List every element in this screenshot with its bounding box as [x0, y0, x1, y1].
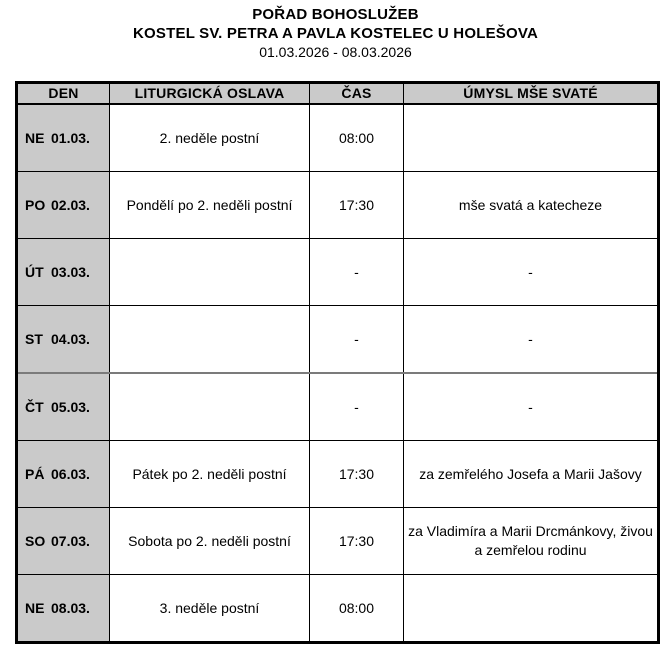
table-row	[17, 575, 659, 643]
time-cell: -	[310, 306, 404, 374]
time-cell: -	[310, 239, 404, 306]
day-abbr: NE	[25, 599, 45, 616]
table-row	[17, 508, 659, 575]
intention-cell: za zemřelého Josefa a Marii Jašovy	[404, 441, 659, 508]
schedule-table	[15, 81, 660, 644]
table-row	[17, 373, 659, 441]
day-date: 05.03.	[51, 398, 90, 415]
header-row	[17, 83, 659, 105]
celebration-cell	[110, 239, 310, 306]
time-cell: -	[310, 373, 404, 441]
table-row	[17, 441, 659, 508]
table-row	[17, 306, 659, 374]
day-cell	[17, 172, 110, 239]
day-date: 01.03.	[51, 129, 90, 146]
celebration-cell	[110, 306, 310, 374]
col-header-umysl-mse-svate: ÚMYSL MŠE SVATÉ	[404, 83, 659, 105]
intention-cell: za Vladimíra a Marii Drcmánkovy, živou a zemřelou rodinu	[404, 508, 659, 575]
day-abbr: SO	[25, 532, 46, 549]
time-cell: 17:30	[310, 508, 404, 575]
time-cell: 17:30	[310, 172, 404, 239]
time-cell: 08:00	[310, 104, 404, 172]
day-abbr: ČT	[25, 398, 44, 415]
table-body	[17, 104, 659, 643]
day-cell	[17, 373, 110, 441]
time-cell: 17:30	[310, 441, 404, 508]
celebration-cell: Sobota po 2. neděli postní	[110, 508, 310, 575]
intention-cell: mše svatá a katecheze	[404, 172, 659, 239]
celebration-cell: Pondělí po 2. neděli postní	[110, 172, 310, 239]
table-row	[17, 239, 659, 306]
day-cell	[17, 508, 110, 575]
date-range: 01.03.2026 - 08.03.2026	[259, 44, 412, 60]
celebration-cell: 2. neděle postní	[110, 104, 310, 172]
celebration-cell: 3. neděle postní	[110, 575, 310, 643]
col-header-cas: ČAS	[310, 83, 404, 105]
celebration-cell: Pátek po 2. neděli postní	[110, 441, 310, 508]
day-cell	[17, 575, 110, 643]
day-abbr: ST	[25, 330, 43, 347]
title-block	[0, 5, 671, 62]
intention-cell: -	[404, 373, 659, 441]
day-date: 02.03.	[51, 196, 90, 213]
day-date: 04.03.	[51, 330, 90, 347]
table-row	[17, 104, 659, 172]
intention-cell: -	[404, 306, 659, 374]
day-abbr: PO	[25, 196, 46, 213]
col-header-den: DEN	[17, 83, 110, 105]
day-abbr: PÁ	[25, 465, 45, 482]
day-date: 06.03.	[51, 465, 90, 482]
day-date: 07.03.	[51, 532, 90, 549]
day-date: 03.03.	[51, 263, 90, 280]
day-cell	[17, 306, 110, 374]
col-header-liturgicka-oslava: LITURGICKÁ OSLAVA	[110, 83, 310, 105]
intention-cell	[404, 104, 659, 172]
day-cell	[17, 441, 110, 508]
intention-cell: -	[404, 239, 659, 306]
table-row	[17, 172, 659, 239]
day-abbr: ÚT	[25, 263, 44, 280]
day-abbr: NE	[25, 129, 45, 146]
page-title: POŘAD BOHOSLUŽEB	[252, 6, 419, 23]
day-date: 08.03.	[51, 599, 90, 616]
time-cell: 08:00	[310, 575, 404, 643]
day-cell	[17, 239, 110, 306]
day-cell	[17, 104, 110, 172]
page-subtitle: KOSTEL SV. PETRA A PAVLA KOSTELEC U HOLEŠOVA	[133, 25, 538, 42]
celebration-cell	[110, 373, 310, 441]
table-header	[17, 83, 659, 105]
intention-cell	[404, 575, 659, 643]
